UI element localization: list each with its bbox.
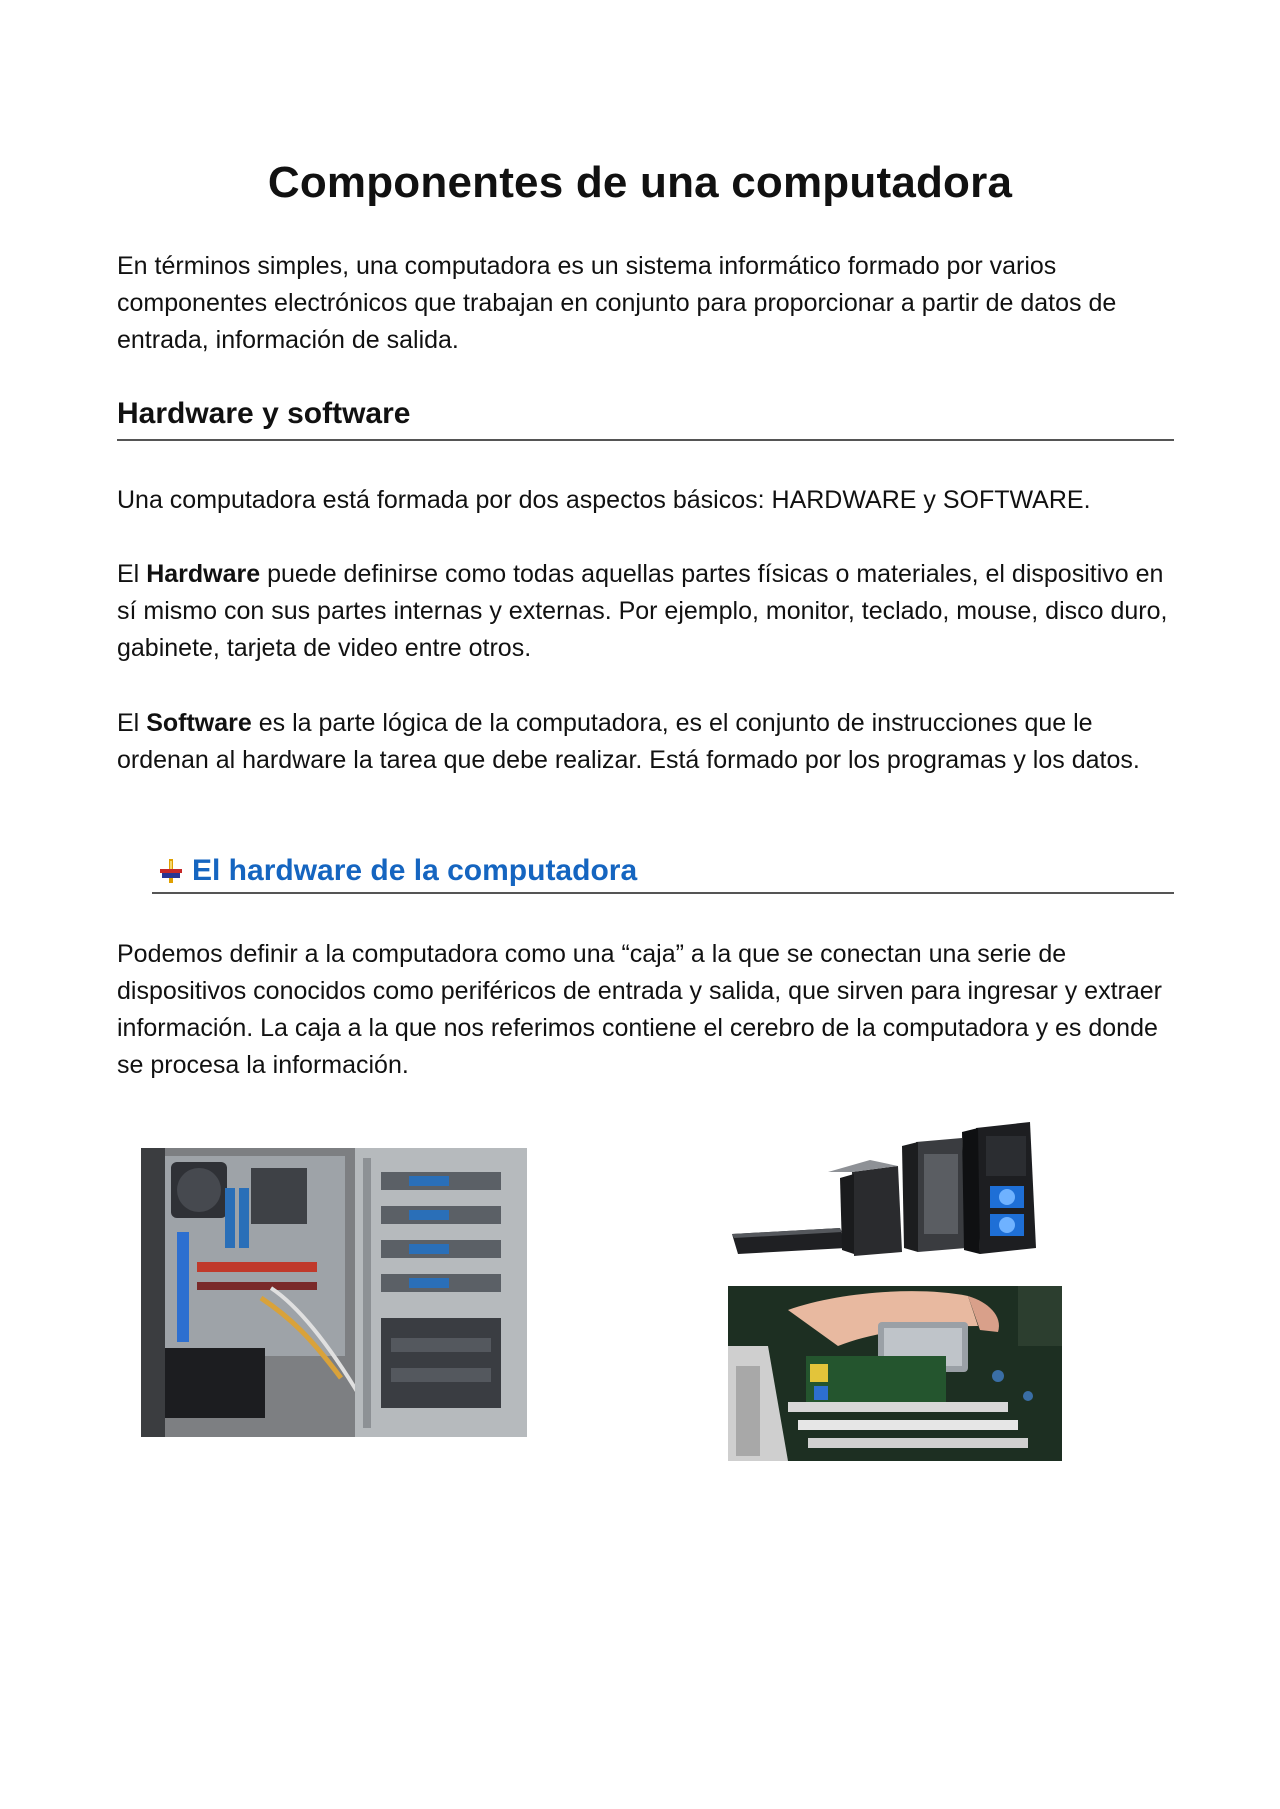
- expansion-card-install-photo: [728, 1286, 1062, 1461]
- section-heading: Hardware y software: [117, 397, 411, 430]
- intro-paragraph: En términos simples, una computadora es un sistema informático formado por varios componentes electrónicos que trabajan en conjunto para proporcionar a partir de datos de entrada, información de salida.: [117, 252, 1117, 354]
- computer-towers-image: [730, 1122, 1048, 1258]
- motherboard-card-image: [728, 1286, 1062, 1461]
- paragraph-software-text: es la parte lógica de la computadora, es el conjunto de instrucciones que le ordenan al hardware la tarea que debe realizar. Está formado por los programas y los datos.: [117, 709, 1140, 774]
- paragraph-hardware-text: puede definirse como todas aquellas partes físicas o materiales, el dispositivo en sí mismo con sus partes internas y externas. Por ejemplo, monitor, teclado, mouse, disco duro, gabinete, tarjeta de video entre otros.: [117, 560, 1168, 662]
- open-pc-case-photo: [141, 1148, 527, 1437]
- paragraph-hardware-prefix: El: [117, 560, 147, 588]
- section-divider: [117, 439, 1174, 441]
- subsection-heading-text: El hardware de la computadora: [192, 854, 638, 887]
- software-term: Software: [146, 709, 252, 737]
- computer-interior-image: [141, 1148, 527, 1437]
- paragraph-software-prefix: El: [117, 709, 147, 737]
- paragraph-software: [117, 705, 1177, 779]
- paragraph-caja: Podemos definir a la computadora como una “caja” a la que se conectan una serie de dispositivos conocidos como periféricos de entrada y salida, que sirven para ingresar y extraer información. La caja a la que nos referimos contiene el cerebro de la computadora y es donde se procesa la información.: [117, 940, 1162, 1079]
- page-title: Componentes de una computadora: [267, 158, 1013, 207]
- paragraph-aspects: Una computadora está formada por dos aspectos básicos: HARDWARE y SOFTWARE.: [117, 486, 1091, 514]
- pc-towers-photo: [730, 1122, 1048, 1258]
- pin-bullet-icon: [158, 858, 184, 884]
- paragraph-hardware: [117, 556, 1177, 667]
- subsection-divider: [152, 892, 1174, 894]
- subsection-heading: [158, 854, 637, 888]
- hardware-term: Hardware: [146, 560, 261, 588]
